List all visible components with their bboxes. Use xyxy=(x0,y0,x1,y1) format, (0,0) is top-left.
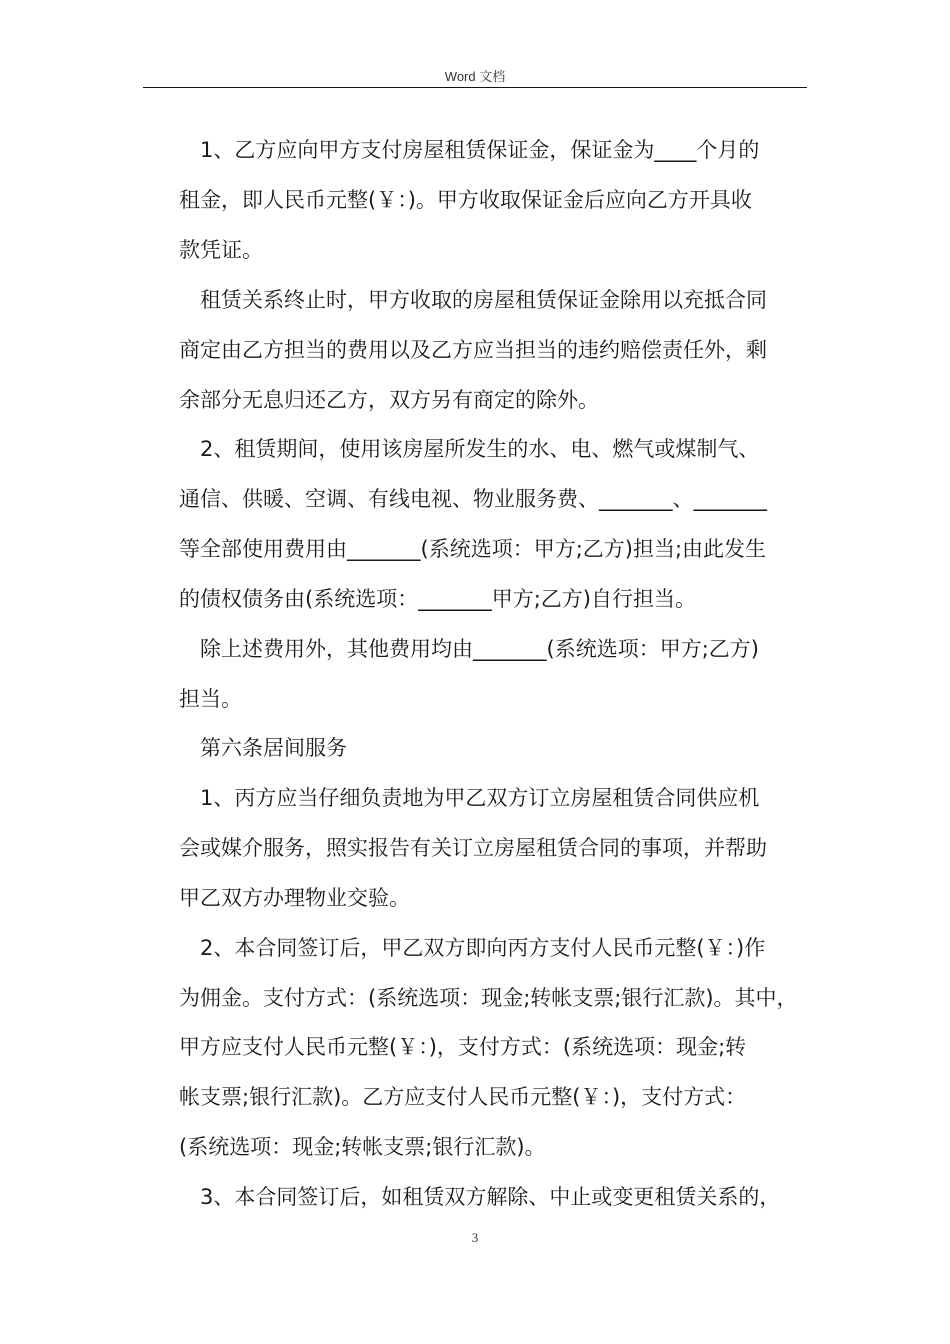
text-line: 商定由乙方担当的费用以及乙方应当担当的违约赔偿责任外，剩 xyxy=(179,338,767,362)
section-heading: 第六条居间服务 xyxy=(200,736,347,760)
text-line: 会或媒介服务，照实报告有关订立房屋租赁合同的事项，并帮助 xyxy=(179,836,767,860)
text-line: 租金，即人民币元整(￥：)。甲方收取保证金后应向乙方开具收 xyxy=(179,188,752,212)
text-line: 帐支票;银行汇款)。乙方应支付人民币元整(￥：)，支付方式： xyxy=(179,1085,747,1109)
text-line: 通信、供暖、空调、有线电视、物业服务费、_______、_______ xyxy=(179,487,767,511)
text-line: 1、丙方应当仔细负责地为甲乙双方订立房屋租赁合同供应机 xyxy=(200,786,760,810)
text-line: 余部分无息归还乙方，双方另有商定的除外。 xyxy=(179,388,599,412)
text-line: 甲乙双方办理物业交验。 xyxy=(179,886,410,910)
text-line: 为佣金。支付方式：(系统选项：现金;转帐支票;银行汇款)。其中， xyxy=(179,986,798,1010)
text-line: 等全部使用费用由_______(系统选项：甲方;乙方)担当;由此发生 xyxy=(179,537,767,561)
text-line: 款凭证。 xyxy=(179,238,263,262)
page-header: Word 文档 xyxy=(444,69,506,84)
text-line: 除上述费用外，其他费用均由_______(系统选项：甲方;乙方) xyxy=(200,637,759,661)
text-line: 3、本合同签订后，如租赁双方解除、中止或变更租赁关系的， xyxy=(200,1185,781,1209)
text-line: 租赁关系终止时，甲方收取的房屋租赁保证金除用以充抵合同 xyxy=(200,288,767,312)
text-line: 1、乙方应向甲方支付房屋租赁保证金，保证金为____个月的 xyxy=(200,138,760,162)
text-line: 2、本合同签订后，甲乙双方即向丙方支付人民币元整(￥：)作 xyxy=(200,936,766,960)
text-line: (系统选项：现金;转帐支票;银行汇款)。 xyxy=(179,1135,546,1159)
text-line: 甲方应支付人民币元整(￥：)，支付方式：(系统选项：现金;转 xyxy=(179,1035,747,1059)
text-line: 2、租赁期间，使用该房屋所发生的水、电、燃气或煤制气、 xyxy=(200,437,760,461)
text-line: 担当。 xyxy=(179,687,242,711)
page-number: 3 xyxy=(471,1230,479,1245)
text-line: 的债权债务由(系统选项：_______甲方;乙方)自行担当。 xyxy=(179,587,696,611)
header-divider xyxy=(143,87,807,88)
